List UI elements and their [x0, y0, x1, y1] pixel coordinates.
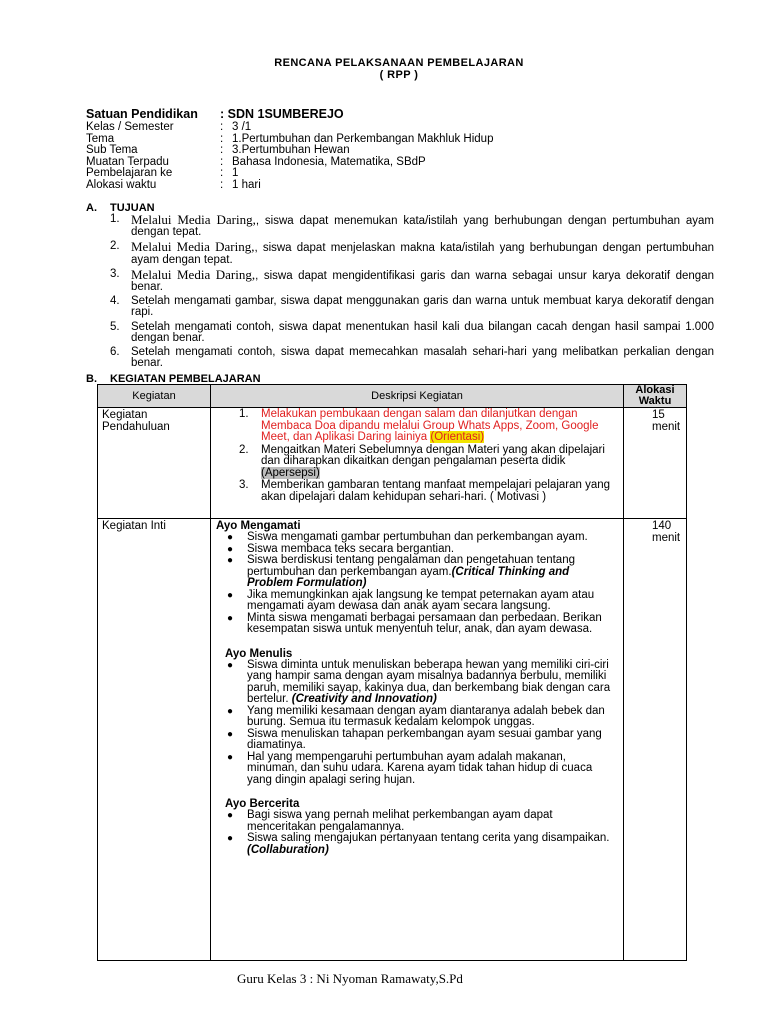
identity-row-satuan: [86, 107, 493, 122]
bercerita-list: [211, 810, 623, 856]
column-header-alokasi: Alokasi Waktu: [624, 385, 687, 408]
identity-label: Muatan Terpadu: [86, 155, 169, 168]
tujuan-list: [110, 214, 714, 372]
bullet-icon: ●: [227, 589, 234, 601]
footer-teacher: Guru Kelas 3 : Ni Nyoman Ramawaty,S.Pd: [237, 971, 463, 986]
identity-label: Tema: [86, 132, 115, 145]
list-item: ● Minta siswa mengamati berbagai persamaan dan perbedaan. Berikan kesempatan siswa untuk menyentuh telur, anak, dan ayam dewasa.: [227, 611, 602, 635]
identity-label: Pembelajaran ke: [86, 167, 173, 180]
mengamati-list: [211, 532, 623, 636]
list-item: ● Siswa diminta untuk menuliskan beberapa hewan yang memiliki ciri-ciri yang hampir sama dengan ayam misalnya badannya berbulu, memiliki paruh, memiliki sayap, kakinya dua, dan berkembang biak dengan cara bertelur. (Creativity and Innovation): [227, 658, 611, 705]
identity-row: Kelas / Semester : 3 /1: [86, 121, 252, 133]
list-item: 3. Memberikan gambaran tentang manfaat mempelajari pelajaran yang akan dipelajari dalam kehidupan sehari-hari. ( Motivasi ): [239, 479, 611, 503]
list-item: 3. Melalui Media Daring,, siswa dapat mengidentifikasi garis dan warna sebagai unsur karya dekoratif dengan benar.: [110, 266, 714, 294]
bullet-icon: ●: [227, 659, 234, 671]
bullet-icon: ●: [227, 751, 234, 763]
pendahuluan-description: [211, 408, 624, 519]
list-item: 1. Melalui Media Daring,, siswa dapat menemukan kata/istilah yang berhubungan dengan pertumbuhan ayam dengan tepat.: [110, 212, 714, 239]
identity-value: 1: [232, 167, 239, 180]
table-row-inti: [98, 519, 687, 961]
list-item: ● Siswa membaca teks secara bergantian.: [227, 542, 455, 555]
column-header-kegiatan: Kegiatan: [98, 385, 211, 408]
list-item: 4. Setelah mengamati gambar, siswa dapat menggunakan garis dan warna untuk membuat karya dekoratif dengan rapi.: [110, 295, 714, 319]
table-row-pendahuluan: [98, 408, 687, 519]
kegiatan-table: [97, 384, 687, 961]
kegiatan-label: Kegiatan Pendahuluan: [98, 408, 211, 519]
alokasi-waktu-value: 140 menit: [624, 519, 687, 961]
section-letter: B.: [86, 373, 97, 385]
kegiatan-label: Kegiatan Inti: [98, 519, 211, 961]
subsection-title: Ayo Mengamati: [216, 520, 301, 532]
bullet-icon: ●: [227, 705, 234, 717]
identity-block: [86, 107, 493, 192]
list-item: 5. Setelah mengamati contoh, siswa dapat menentukan hasil kali dua bilangan cacah dengan hasil sampai 1.000 dengan benar.: [110, 320, 714, 344]
bullet-icon: ●: [227, 532, 234, 543]
section-title: KEGIATAN PEMBELAJARAN: [110, 373, 261, 385]
bullet-icon: ●: [227, 612, 234, 624]
document-title: RENCANA PELAKSANAAN PEMBELAJARAN: [274, 57, 524, 69]
list-item: ● Siswa saling mengajukan pertanyaan tentang cerita yang disampaikan. (Collaburation): [227, 832, 610, 856]
table-header-row: [98, 385, 687, 408]
identity-row: Pembelajaran ke : 1: [86, 167, 239, 180]
apersepsi-tag: (Apersepsi): [261, 466, 320, 479]
identity-row: Muatan Terpadu : Bahasa Indonesia, Matematika, SBdP: [86, 155, 426, 168]
identity-value: 1.Pertumbuhan dan Perkembangan Makhluk Hidup: [232, 132, 494, 145]
subsection-title: Ayo Menulis: [225, 647, 293, 660]
identity-label: Alokasi waktu: [86, 178, 157, 191]
bullet-icon: ●: [227, 728, 234, 740]
identity-label: Satuan Pendidikan: [86, 107, 198, 121]
identity-label: Kelas / Semester: [86, 121, 174, 133]
menulis-list: [211, 660, 623, 787]
section-letter: A.: [86, 202, 97, 214]
list-item: ● Siswa menuliskan tahapan perkembangan ayam sesuai gambar yang diamatinya.: [227, 727, 602, 751]
identity-value: 3.Pertumbuhan Hewan: [232, 144, 350, 157]
orientasi-tag: (Orientasi): [430, 431, 485, 443]
list-item: 2. Mengaitkan Materi Sebelumnya dengan Materi yang akan dipelajari dan diharapkan dikaitkan dengan pengalaman peserta didik (Apersepsi): [239, 443, 605, 479]
identity-label: Sub Tema: [86, 144, 138, 157]
list-item: ● Jika memungkinkan ajak langsung ke tempat peternakan ayam atau mengamati ayam dewasa dan anak ayam secara langsung.: [227, 588, 595, 612]
identity-value: : SDN 1SUMBEREJO: [220, 107, 344, 121]
bullet-icon: ●: [227, 555, 234, 566]
identity-row: Sub Tema : 3.Pertumbuhan Hewan: [86, 144, 350, 157]
column-header-deskripsi: Deskripsi Kegiatan: [211, 385, 624, 408]
identity-value: 1 hari: [232, 178, 261, 191]
identity-value: 3 /1: [232, 121, 252, 133]
inti-description: [211, 519, 624, 961]
list-item: ● Bagi siswa yang pernah melihat perkembangan ayam dapat menceritakan pengalamannya.: [227, 809, 553, 833]
list-item: ● Yang memiliki kesamaan dengan ayam diantaranya adalah bebek dan burung. Semua itu termasuk kedalam kelompok unggas.: [227, 704, 605, 728]
list-item: 6. Setelah mengamati contoh, siswa dapat memecahkan masalah sehari-hari yang melibatkan perkalian dengan benar.: [110, 346, 714, 370]
list-item: 2. Melalui Media Daring,, siswa dapat menjelaskan makna kata/istilah yang berhubungan dengan pertumbuhan ayam dengan tepat.: [110, 239, 714, 266]
alokasi-waktu-value: 15 menit: [624, 408, 687, 519]
list-item: 1. Melakukan pembukaan dengan salam dan dilanjutkan dengan Membaca Doa dipandu melalui Group Whats Apps, Zoom, Google Meet, dan Aplikasi Daring lainiya (Orientasi): [239, 408, 599, 443]
bullet-icon: ●: [227, 543, 234, 555]
identity-value: Bahasa Indonesia, Matematika, SBdP: [232, 155, 426, 168]
identity-row: Alokasi waktu : 1 hari: [86, 178, 261, 191]
document-subtitle: ( RPP ): [379, 69, 419, 81]
list-item: ● Hal yang mempengaruhi pertumbuhan ayam adalah makanan, minuman, dan suhu udara. Karena ayam tidak tahan hidup di cuaca yang dingin apalagi sering hujan.: [227, 750, 593, 786]
list-item: ● Siswa berdiskusi tentang pengalaman dan pengetahuan tentang pertumbuhan dan perkembangan ayam.(Critical Thinking and Problem Formulation): [227, 554, 575, 589]
list-item: ● Siswa mengamati gambar pertumbuhan dan perkembangan ayam.: [227, 531, 588, 543]
subsection-title: Ayo Bercerita: [225, 798, 300, 810]
bullet-icon: ●: [227, 833, 234, 844]
identity-row: Tema : 1.Pertumbuhan dan Perkembangan Makhluk Hidup: [86, 132, 494, 145]
bullet-icon: ●: [227, 810, 234, 821]
section-title: TUJUAN: [110, 202, 155, 214]
